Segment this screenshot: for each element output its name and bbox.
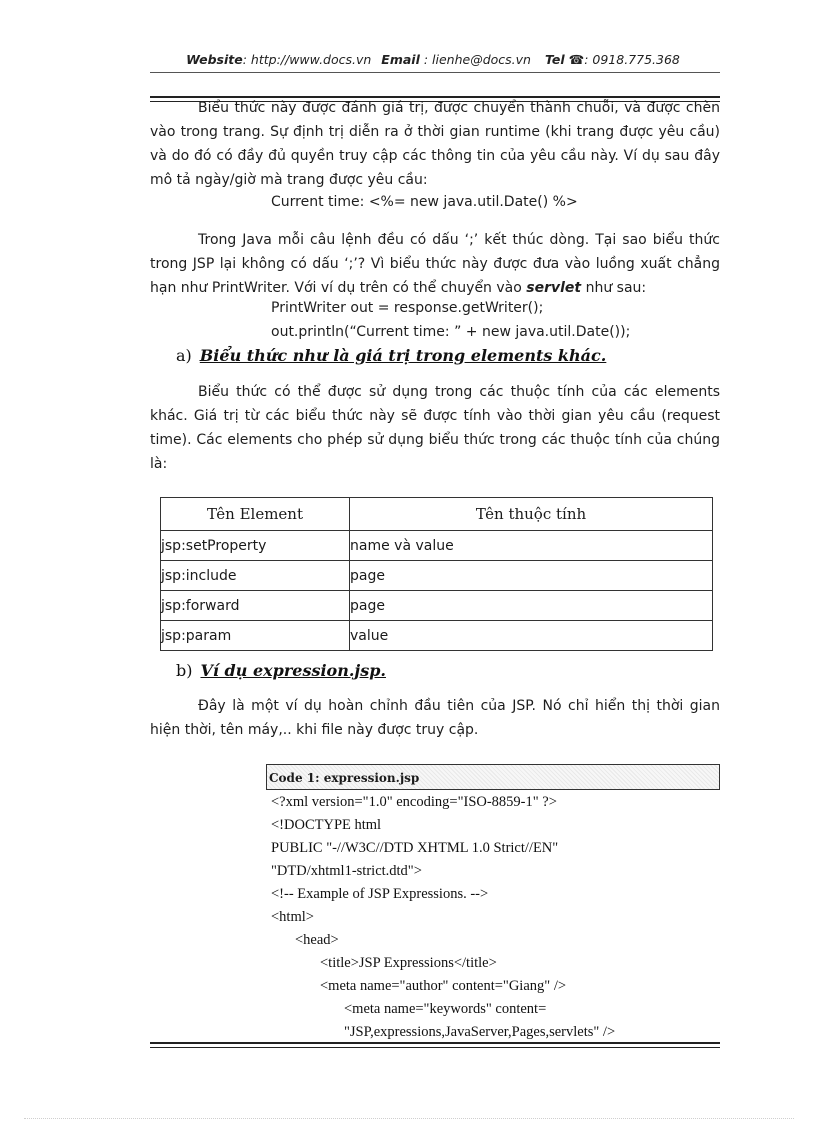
table-cell: jsp:setProperty <box>161 531 350 561</box>
code-line: "JSP,expressions,JavaServer,Pages,servlets" /> <box>344 1024 616 1040</box>
paragraph-1: Biểu thức này được đánh giá trị, được chuyển thành chuỗi, và được chèn vào trong trang. Sự định trị diễn ra ở thời gian runtime (khi trang được yêu cầu) và do đó có đầy đủ quyền truy cập các thông tin của yêu cầu này. Ví dụ sau đây mô tả ngày/giờ mà trang được yêu cầu: <box>150 100 720 188</box>
servlet-term: servlet <box>526 280 582 296</box>
table-header-row <box>161 498 713 531</box>
code-title: Code 1: expression.jsp <box>266 764 720 790</box>
heading-a-text: Biểu thức như là giá trị trong elements khác. <box>199 346 607 365</box>
example-printwriter: PrintWriter out = response.getWriter(); <box>271 300 544 316</box>
table-header-element: Tên Element <box>161 498 350 531</box>
attributes-table <box>160 497 713 651</box>
table-cell: value <box>350 621 713 651</box>
code-line: <!DOCTYPE html <box>271 817 382 833</box>
tel-label: Tel <box>544 52 565 67</box>
paragraph-2-text: Trong Java mỗi câu lệnh đều có dấu ‘;’ kết thúc dòng. Tại sao biểu thức trong JSP lại không có dấu ‘;’? Vì biểu thức này được đưa vào luồng xuất chẳng hạn như PrintWriter. Với ví dụ trên có thể chuyển vào <box>150 232 720 296</box>
code-line: <title>JSP Expressions</title> <box>320 955 497 971</box>
table-cell: page <box>350 591 713 621</box>
website-label: Website <box>186 52 243 67</box>
table-row <box>161 561 713 591</box>
table-row <box>161 621 713 651</box>
paragraph-4: Đây là một ví dụ hoàn chỉnh đầu tiên của JSP. Nó chỉ hiển thị thời gian hiện thời, tên máy,.. khi file này được truy cập. <box>150 698 720 738</box>
code-line: PUBLIC "-//W3C//DTD XHTML 1.0 Strict//EN" <box>271 840 559 856</box>
code-line: <meta name="author" content="Giang" /> <box>320 978 567 994</box>
table-row <box>161 531 713 561</box>
table-row <box>161 591 713 621</box>
code-line: "DTD/xhtml1-strict.dtd"> <box>271 863 422 879</box>
bottom-double-rule <box>150 1042 720 1048</box>
phone-icon: ☎ <box>568 52 585 67</box>
paragraph-3: Biểu thức có thể được sử dụng trong các thuộc tính của các elements khác. Giá trị từ các biểu thức này sẽ được tính vào thời gian yêu cầu (request time). Các elements cho phép sử dụng biểu thức trong các thuộc tính của chúng là: <box>150 384 720 472</box>
page-header <box>150 52 716 67</box>
table-header-attribute: Tên thuộc tính <box>350 498 713 531</box>
heading-b-number: b) <box>176 661 193 680</box>
paragraph-2 <box>150 228 720 300</box>
header-rule <box>150 72 720 73</box>
table-cell: page <box>350 561 713 591</box>
table-cell: jsp:param <box>161 621 350 651</box>
heading-a <box>176 346 606 365</box>
website-value: : http://www.docs.vn <box>242 52 372 67</box>
tel-value: : 0918.775.368 <box>584 52 680 67</box>
code-line: <?xml version="1.0" encoding="ISO-8859-1" ?> <box>271 794 557 810</box>
example-println: out.println(“Current time: ” + new java.util.Date()); <box>271 324 631 340</box>
table-cell: jsp:forward <box>161 591 350 621</box>
heading-b-text: Ví dụ expression.jsp. <box>200 661 386 680</box>
page-bottom-border <box>24 1118 794 1119</box>
code-line: <html> <box>271 909 314 925</box>
code-line: <head> <box>295 932 339 948</box>
table-cell: jsp:include <box>161 561 350 591</box>
email-label: Email <box>381 52 420 67</box>
code-line: <!-- Example of JSP Expressions. --> <box>271 886 489 902</box>
heading-b <box>176 661 386 680</box>
paragraph-2-tail: như sau: <box>585 280 647 296</box>
code-line: <meta name="keywords" content= <box>344 1001 547 1017</box>
example-current-time: Current time: <%= new java.util.Date() %> <box>271 194 578 210</box>
heading-a-number: a) <box>176 346 192 365</box>
email-value: : lienhe@docs.vn <box>419 52 531 67</box>
table-cell: name và value <box>350 531 713 561</box>
